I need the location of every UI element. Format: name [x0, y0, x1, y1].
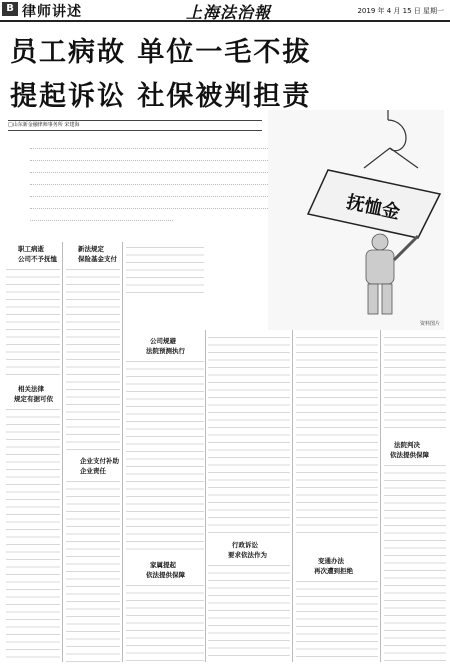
subhead-3b: 保险基金支付	[78, 255, 117, 263]
body-col-5a	[296, 334, 378, 534]
body-col-6a	[384, 334, 446, 434]
body-col-3c	[126, 582, 204, 662]
body-col-3b	[126, 358, 204, 554]
body-col-2b	[66, 478, 120, 662]
body-col-4a	[208, 334, 290, 534]
subhead-2b: 规定有据可依	[14, 395, 53, 403]
subhead-2: 相关法律	[18, 385, 44, 393]
crane-hook-icon	[364, 110, 418, 168]
issue-date: 2019 年 4 月 15 日 星期一	[357, 7, 444, 15]
lead-paragraph	[30, 140, 268, 221]
body-col-2a	[66, 266, 120, 452]
body-col-1a	[6, 266, 60, 378]
subhead-9b: 要求依法作为	[228, 551, 267, 559]
subhead-1b: 公司不予抚恤	[18, 255, 57, 263]
worker-figure	[366, 234, 418, 314]
page-header	[0, 0, 450, 22]
masthead: 上海法治報	[186, 3, 272, 22]
body-col-6b	[384, 462, 446, 662]
subhead-10: 变通办法	[318, 557, 344, 565]
body-col-3a	[126, 244, 204, 296]
subhead-6b: 法院预测执行	[146, 347, 185, 355]
subhead-7: 家属提起	[150, 561, 176, 569]
subhead-5: 企业责任	[80, 467, 106, 475]
illustration	[268, 110, 444, 330]
subhead-1: 职工病逝	[18, 245, 44, 253]
headline-line-2: 提起诉讼 社保被判担责	[10, 81, 312, 112]
subhead-11b: 依法提供保障	[390, 451, 429, 459]
subhead-10b: 再次遭到拒绝	[314, 567, 353, 575]
body-col-5b	[296, 578, 378, 662]
subhead-6: 公司规避	[150, 337, 176, 345]
body-col-1b	[6, 406, 60, 662]
subhead-9: 行政诉讼	[232, 541, 258, 549]
subhead-3: 新法规定	[78, 245, 104, 253]
subhead-4: 企业支付补助	[80, 457, 119, 465]
photo-credit: 资料图片	[420, 321, 441, 327]
section-title: 律师讲述	[22, 4, 82, 20]
subhead-8: 依法提供保障	[146, 571, 185, 579]
subhead-11: 法院判决	[394, 441, 420, 449]
headline-line-1: 员工病故 单位一毛不拔	[10, 37, 312, 68]
body-col-4b	[208, 562, 290, 662]
sign-text: 抚恤金	[344, 191, 402, 224]
byline: □山东新金融律师事务所 宋建海	[8, 120, 262, 131]
page-number: B	[2, 2, 18, 16]
